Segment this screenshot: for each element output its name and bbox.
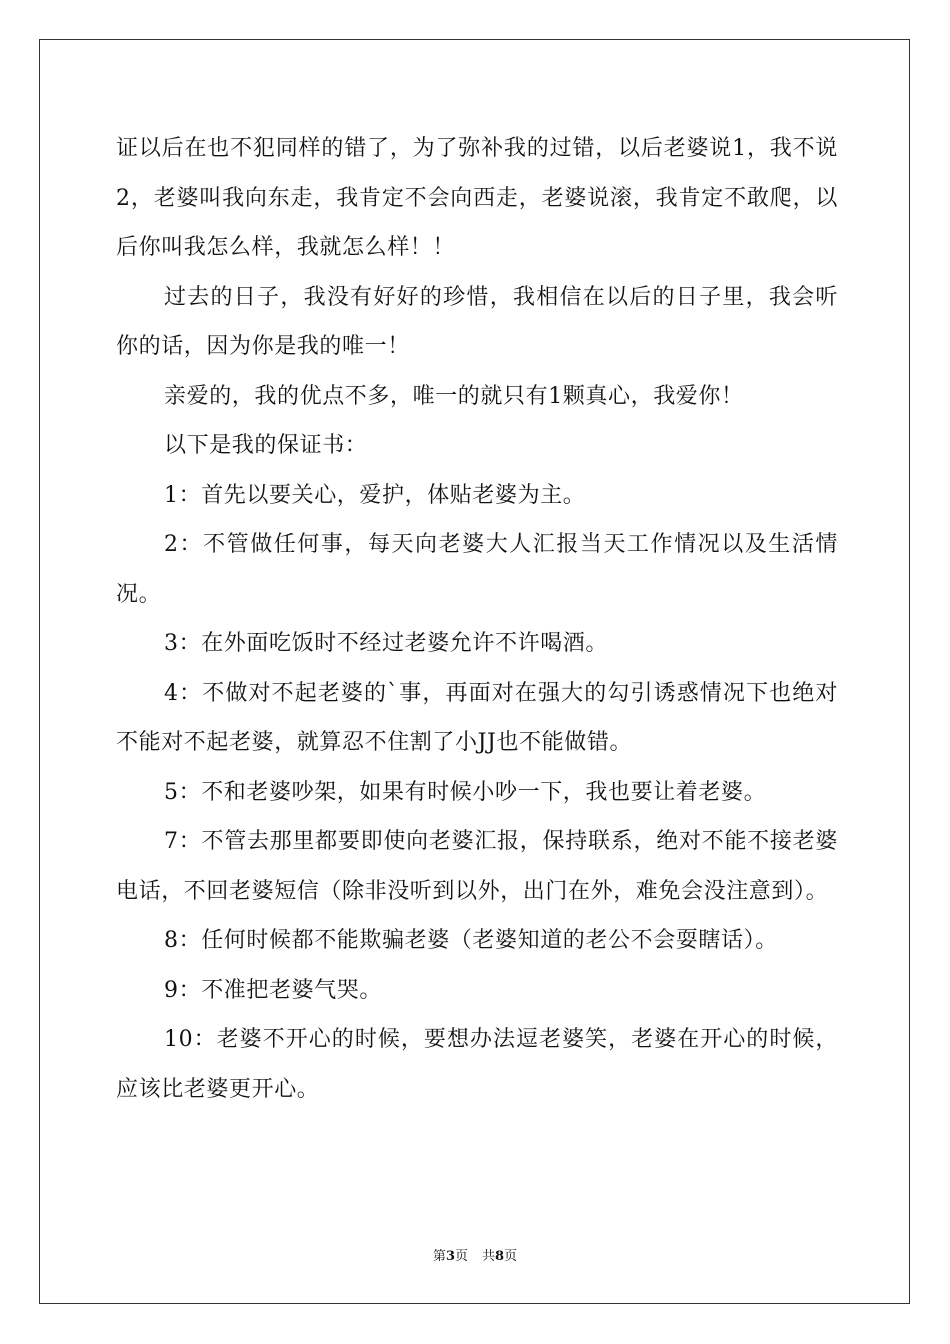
paragraph-4: 以下是我的保证书：	[164, 433, 368, 458]
list-item-9: 9：不准把老婆气哭。	[164, 977, 382, 1003]
paragraph-2: 过去的日子，我没有好好的珍惜，我相信在以后的日子里，我会听你的话，因为你是我的唯一！	[116, 284, 838, 359]
document-body	[116, 124, 838, 1114]
list-item-1: 1：首先以要关心，爱护，体贴老婆为主。	[164, 482, 586, 508]
total-pages: 8	[495, 1249, 505, 1264]
list-item-3: 3：在外面吃饭时不经过老婆允许不许喝酒。	[164, 631, 608, 656]
list-item-4: 4：不做对不起老婆的`事，再面对在强大的勾引诱惑情况下也绝对不能对不起老婆，就算忍不住割了小JJ也不能做错。	[116, 680, 838, 755]
page-suffix: 页	[454, 1249, 468, 1264]
list-item-10: 10：老婆不开心的时候，要想办法逗老婆笑，老婆在开心的时候，应该比老婆更开心。	[116, 1027, 838, 1102]
page-prefix: 第	[432, 1249, 446, 1264]
list-item-5: 5：不和老婆吵架，如果有时候小吵一下，我也要让着老婆。	[164, 779, 767, 805]
list-item-7: 7：不管去那里都要即使向老婆汇报，保持联系，绝对不能不接老婆电话，不回老婆短信（除非没听到以外，出门在外，难免会没注意到）。	[116, 829, 838, 904]
paragraph-3: 亲爱的，我的优点不多，唯一的就只有1颗真心，我爱你！	[164, 383, 744, 409]
list-item-2: 2：不管做任何事，每天向老婆大人汇报当天工作情况以及生活情况。	[116, 532, 838, 607]
total-suffix: 页	[504, 1249, 518, 1264]
total-prefix: 共	[482, 1249, 496, 1264]
paragraph-1: 证以后在也不犯同样的错了，为了弥补我的过错，以后老婆说1，我不说2，老婆叫我向东走，我肯定不会向西走，老婆说滚，我肯定不敢爬，以后你叫我怎么样，我就怎么样！！	[116, 136, 838, 260]
page-footer	[0, 1249, 950, 1265]
page-number: 3	[445, 1249, 455, 1264]
list-item-8: 8：任何时候都不能欺骗老婆（老婆知道的老公不会耍瞎话）。	[164, 928, 778, 953]
